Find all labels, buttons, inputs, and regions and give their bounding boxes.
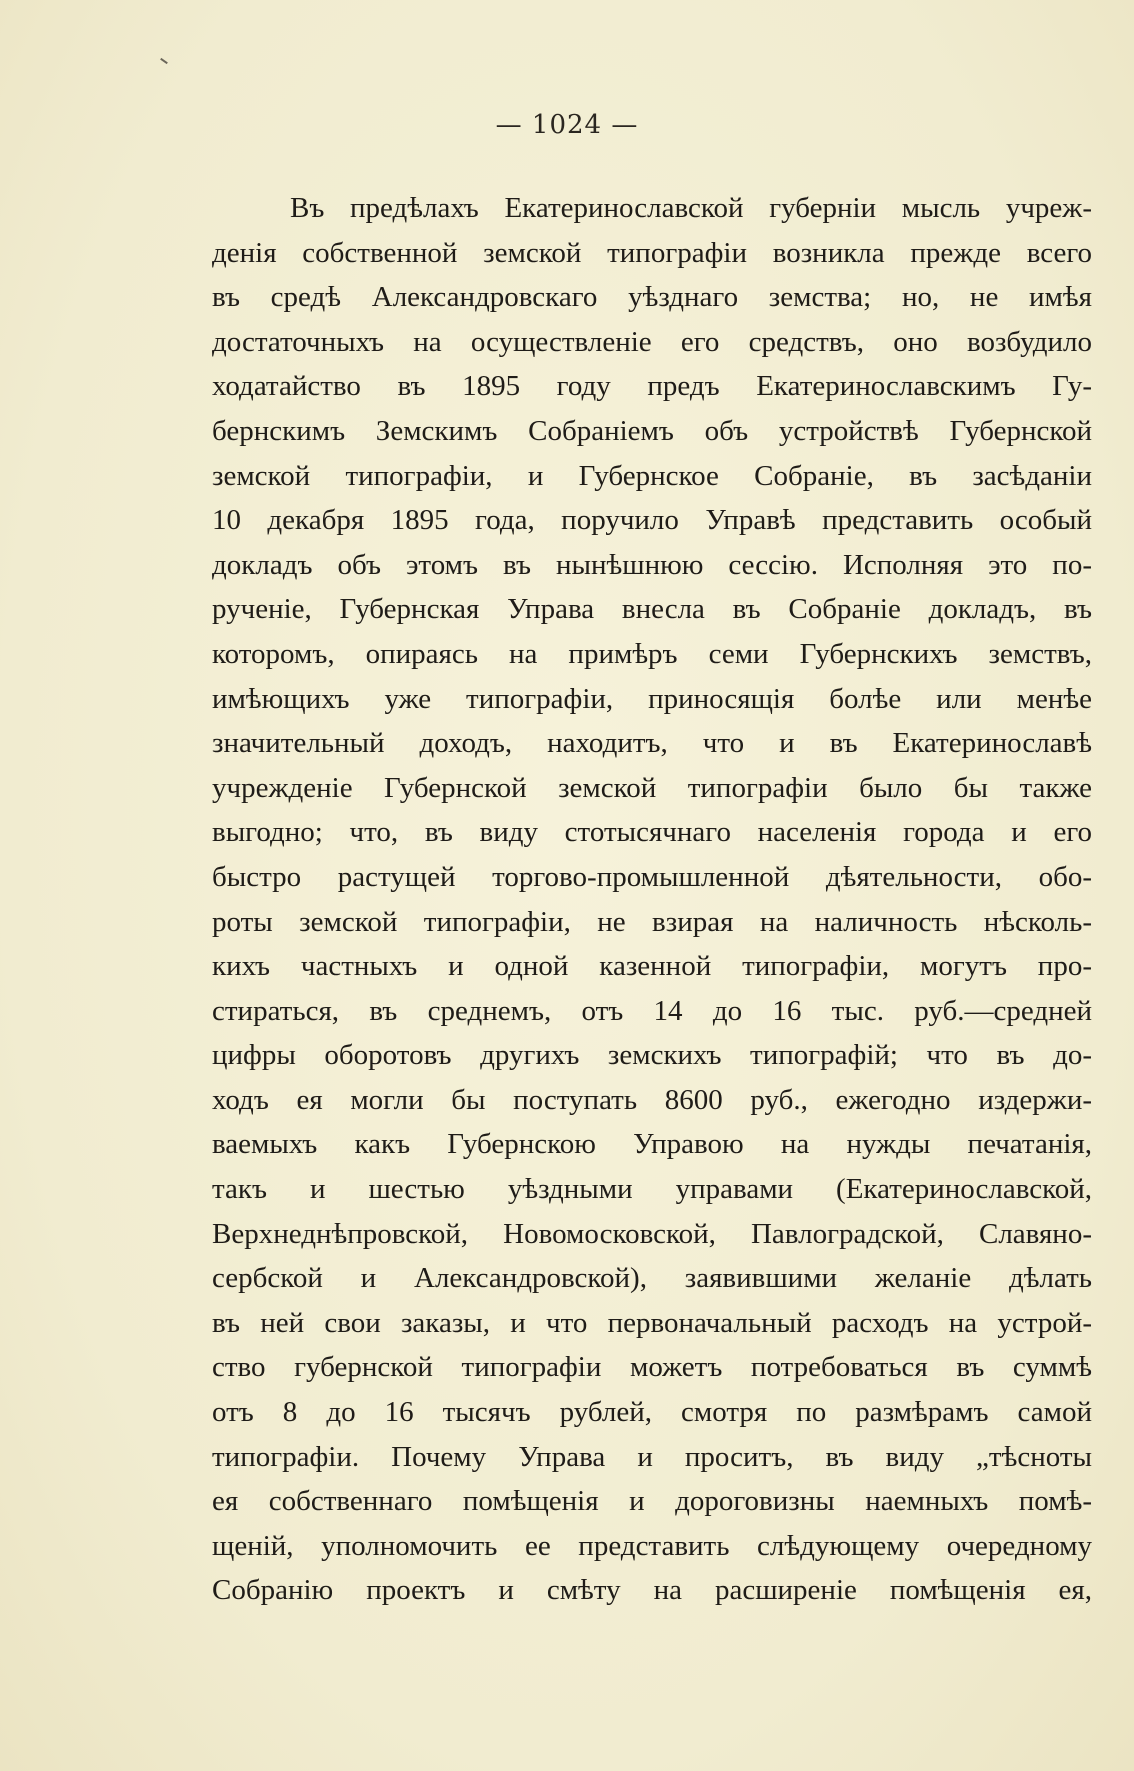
- text-line: Собранію проектъ и смѣту на расширеніе помѣщенія ея,: [212, 1574, 1092, 1607]
- text-line: типографіи. Почему Управа и проситъ, въ виду „тѣсноты: [212, 1440, 1092, 1473]
- text-line: значительный доходъ, находитъ, что и въ Екатеринославѣ: [212, 727, 1092, 760]
- text-line: такъ и шестью уѣздными управами (Екатеринославской,: [212, 1173, 1092, 1206]
- text-line: 10 декабря 1895 года, поручило Управѣ представить особый: [212, 504, 1092, 537]
- text-line: ство губернской типографіи можетъ потребоваться въ суммѣ: [212, 1351, 1092, 1384]
- text-line: выгодно; что, въ виду стотысячнаго населенія города и его: [212, 816, 1092, 849]
- text-line: кихъ частныхъ и одной казенной типографіи, могутъ про-: [212, 950, 1092, 983]
- text-line: рученіе, Губернская Управа внесла въ Собраніе докладъ, въ: [212, 593, 1092, 626]
- text-line: ея собственнаго помѣщенія и дороговизны наемныхъ помѣ-: [212, 1485, 1092, 1518]
- text-line: ходатайство въ 1895 году предъ Екатеринославскимъ Гу-: [212, 370, 1092, 403]
- text-line: учрежденіе Губернской земской типографіи было бы также: [212, 771, 1092, 804]
- text-line: докладъ объ этомъ въ нынѣшнюю сессію. Исполняя это по-: [212, 548, 1092, 581]
- text-line: которомъ, опираясь на примѣръ семи Губернскихъ земствъ,: [212, 637, 1092, 670]
- text-line: достаточныхъ на осуществленіе его средствъ, оно возбудило: [212, 325, 1092, 358]
- text-line: денія собственной земской типографіи возникла прежде всего: [212, 236, 1092, 269]
- text-line: быстро растущей торгово-промышленной дѣятельности, обо-: [212, 860, 1092, 893]
- text-line: земской типографіи, и Губернское Собраніе, въ засѣданіи: [212, 459, 1092, 492]
- text-line: въ ней свои заказы, и что первоначальный расходъ на устрой-: [212, 1306, 1092, 1339]
- text-line: ваемыхъ какъ Губернскою Управою на нужды печатанія,: [212, 1128, 1092, 1161]
- text-line: отъ 8 до 16 тысячъ рублей, смотря по размѣрамъ самой: [212, 1396, 1092, 1429]
- text-line: роты земской типографіи, не взирая на наличность нѣсколь-: [212, 905, 1092, 938]
- text-line: Въ предѣлахъ Екатеринославской губерніи мысль учреж-: [290, 192, 1092, 224]
- text-line: стираться, въ среднемъ, отъ 14 до 16 тыс. руб.—средней: [212, 994, 1092, 1027]
- text-line: ходъ ея могли бы поступать 8600 руб., ежегодно издержи-: [212, 1083, 1092, 1116]
- margin-mark: [160, 58, 168, 64]
- text-line: бернскимъ Земскимъ Собраніемъ объ устройствѣ Губернской: [212, 414, 1092, 447]
- text-line: сербской и Александровской), заявившими желаніе дѣлать: [212, 1262, 1092, 1295]
- text-line: имѣющихъ уже типографіи, приносящія болѣе или менѣе: [212, 682, 1092, 715]
- text-line: въ средѣ Александровскаго уѣзднаго земства; но, не имѣя: [212, 281, 1092, 314]
- text-line: цифры оборотовъ другихъ земскихъ типографій; что въ до-: [212, 1039, 1092, 1072]
- body-text: [212, 186, 1092, 1613]
- text-line: Верхнеднѣпровской, Новомосковской, Павлоградской, Славяно-: [212, 1217, 1092, 1250]
- page-number: — 1024 —: [495, 110, 639, 140]
- text-line: щеній, уполномочить ее представить слѣдующему очередному: [212, 1529, 1092, 1562]
